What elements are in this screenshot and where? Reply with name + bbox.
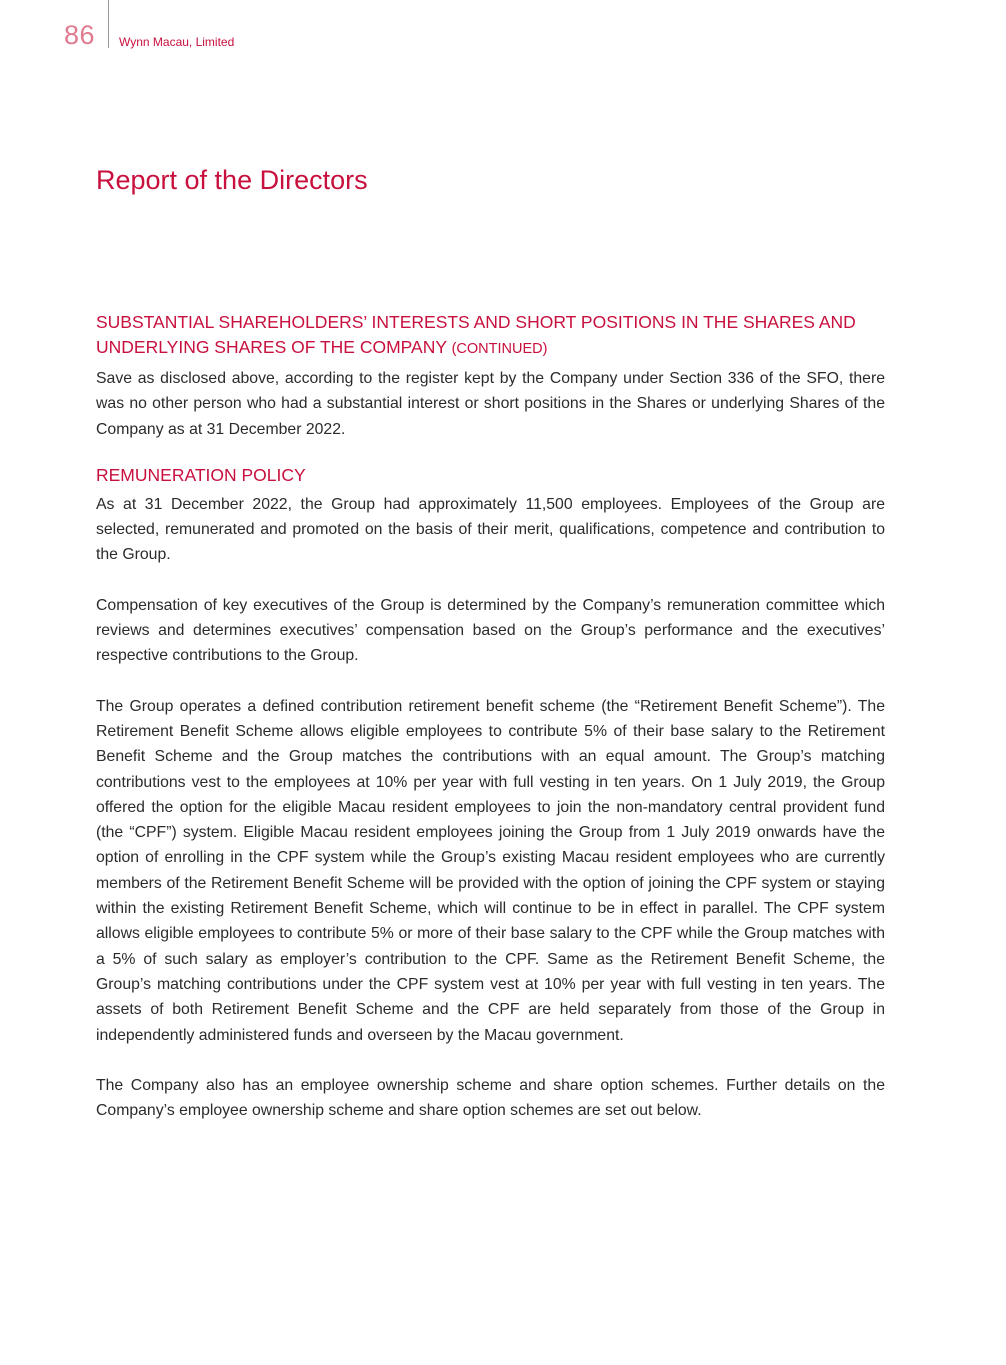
paragraph-shareholders-disclosure: Save as disclosed above, according to the register kept by the Company under Section 336 of the SFO, there was no other person who had a substantial interest or short positions in the Shares or underlying Shares of the Company as at 31 December 2022. xyxy=(96,370,885,438)
page-title: Report of the Directors xyxy=(96,165,368,195)
section-heading-substantial-shareholders xyxy=(96,310,885,362)
section-heading-text: SUBSTANTIAL SHAREHOLDERS’ INTERESTS AND SHORT POSITIONS IN THE SHARES AND UNDERLYING SHARES OF THE COMPANY xyxy=(96,312,856,357)
paragraph-executive-compensation: Compensation of key executives of the Group is determined by the Company’s remuneration committee which reviews and determines executives’ compensation based on the Group’s performance and the executives’ respective contributions to the Group. xyxy=(96,596,885,665)
section-heading-remuneration-policy: REMUNERATION POLICY xyxy=(96,464,306,485)
paragraph-employees: As at 31 December 2022, the Group had approximately 11,500 employees. Employees of the Group are selected, remunerated and promoted on the basis of their merit, qualifications, competence and contribution to the Group. xyxy=(96,495,885,564)
paragraph-share-schemes: The Company also has an employee ownership scheme and share option schemes. Further details on the Company’s employee ownership scheme and share option schemes are set out below. xyxy=(96,1076,885,1120)
continued-label: (CONTINUED) xyxy=(451,341,548,357)
report-content xyxy=(96,310,885,1123)
paragraph-retirement-scheme: The Group operates a defined contribution retirement benefit scheme (the “Retirement Benefit Scheme”). The Retirement Benefit Scheme allows eligible employees to contribute 5% of their base salary to the Retirement Benefit Scheme and the Group matches the contributions with an equal amount. The Group’s matching contributions vest to the employees at 10% per year with full vesting in ten years. On 1 July 2019, the Group offered the option for the eligible Macau resident employees to join the non-mandatory central provident fund (the “CPF”) system. Eligible Macau resident employees joining the Group from 1 July 2019 onwards have the option of enrolling in the CPF system while the Group’s existing Macau resident employees who are currently members of the Retirement Benefit Scheme will be provided with the option of joining the CPF system or staying within the existing Retirement Benefit Scheme, which will continue to be in effect in parallel. The CPF system allows eligible employees to contribute 5% or more of their base salary to the CPF while the Group matches with a 5% of such salary as employer’s contribution to the CPF. Same as the Retirement Benefit Scheme, the Group’s matching contributions under the CPF system vest at 10% per year with full vesting in ten years. The assets of both Retirement Benefit Scheme and the CPF are held separately from those of the Group in independently administered funds and overseen by the Macau government. xyxy=(96,697,885,1044)
company-name: Wynn Macau, Limited xyxy=(119,35,235,49)
header-divider xyxy=(108,0,109,48)
page-number: 86 xyxy=(64,20,96,50)
